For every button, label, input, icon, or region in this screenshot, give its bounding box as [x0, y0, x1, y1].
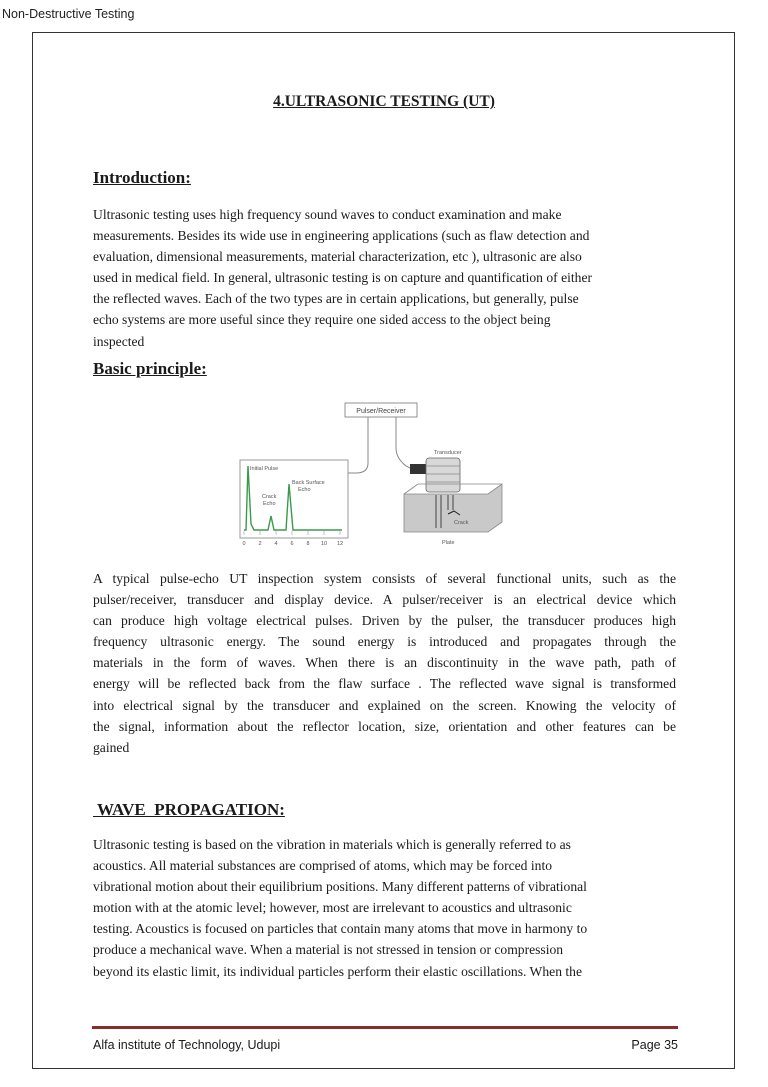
back-surface-label: Back Surface	[292, 480, 325, 486]
text-line: can produce high voltage electrical pulses. Driven by the pulser, the transducer produces high	[93, 613, 676, 629]
text-line: evaluation, dimensional measurements, material characterization, etc ), ultrasonic are also	[93, 249, 582, 265]
axis-tick-label: 6	[290, 541, 294, 547]
intro-heading: Introduction:	[93, 168, 191, 187]
text-line: pulser/receiver, transducer and display device. A pulser/receiver is an electrical device which	[93, 592, 676, 608]
text-line: measurements. Besides its wide use in engineering applications (such as flaw detection and	[93, 228, 590, 244]
text-line: echo systems are more useful since they require one sided access to the object being	[93, 312, 551, 328]
transducer-label: Transducer	[434, 450, 462, 456]
pulser-receiver-label: Pulser/Receiver	[356, 408, 406, 415]
text-line: acoustics. All material substances are comprised of atoms, which may be forced into	[93, 858, 553, 874]
wave-propagation-paragraph	[93, 834, 663, 982]
text-line: beyond its elastic limit, its individual particles perform their elastic oscillations. When the	[93, 963, 583, 979]
axis-tick-label: 8	[306, 541, 310, 547]
text-line: materials in the form of waves. When there is an discontinuity in the wave path, path of	[93, 655, 676, 671]
text-line: energy will be reflected back from the flaw surface . The reflected wave signal is transformed	[93, 676, 676, 692]
running-header: Non-Destructive Testing	[2, 7, 135, 21]
axis-tick-label: 2	[258, 541, 262, 547]
cable-to-transducer	[396, 417, 414, 470]
transducer-connector	[410, 464, 426, 474]
axis-tick-label: 12	[336, 541, 344, 547]
text-line: testing. Acoustics is focused on particles that contain many atoms that move in harmony to	[93, 921, 588, 937]
transducer-body	[426, 458, 460, 492]
intro-paragraph	[93, 204, 663, 352]
axis-tick-label: 4	[274, 541, 278, 547]
crack-label: Crack	[454, 520, 469, 526]
cable-to-display	[348, 417, 368, 473]
footer-page-number: Page 35	[631, 1038, 678, 1052]
text-line: gained	[93, 739, 130, 755]
text-line: used in medical field. In general, ultrasonic testing is on capture and quantification of either	[93, 270, 593, 286]
back-surface-echo-label: Echo	[298, 487, 311, 493]
pulse-echo-figure	[228, 398, 540, 554]
axis-tick-label: 0	[242, 541, 246, 547]
initial-pulse-label: Initial Pulse	[250, 466, 279, 472]
basic-principle-paragraph	[93, 568, 676, 758]
text-line: inspected	[93, 333, 145, 349]
crack-echo-label-2: Echo	[263, 501, 276, 507]
text-line: vibrational motion about their equilibrium positions. Many different patterns of vibrational	[93, 879, 587, 895]
text-line: into electrical signal by the transducer and explained on the screen. Knowing the velocity of	[93, 697, 676, 713]
crack-echo-label: Crack	[262, 494, 277, 500]
text-line: Ultrasonic testing uses high frequency sound waves to conduct examination and make	[93, 207, 562, 222]
text-line: produce a mechanical wave. When a material is not stressed in tension or compression	[93, 942, 564, 958]
axis-tick-label: 10	[320, 541, 328, 547]
plate-label: Plate	[442, 540, 455, 546]
text-line: the signal, information about the reflector location, size, orientation and other features can be	[93, 718, 676, 734]
text-line: Ultrasonic testing is based on the vibration in materials which is generally referred to as	[93, 837, 571, 852]
text-line: A typical pulse-echo UT inspection system consists of several functional units, such as the	[93, 571, 676, 586]
text-line: motion with at the atomic level; however, most are irrelevant to acoustics and ultrasonic	[93, 900, 572, 916]
wave-propagation-heading: WAVE PROPAGATION:	[93, 800, 285, 819]
text-line: the reflected waves. Each of the two types are in certain applications, but generally, pulse	[93, 291, 579, 307]
footer-institute: Alfa institute of Technology, Udupi	[93, 1038, 281, 1052]
page-title: 4.ULTRASONIC TESTING (UT)	[273, 93, 495, 110]
text-line: frequency ultrasonic energy. The sound energy is introduced and propagates through the	[93, 634, 676, 650]
basic-principle-heading: Basic principle:	[93, 359, 207, 378]
footer-rule	[92, 1026, 678, 1029]
